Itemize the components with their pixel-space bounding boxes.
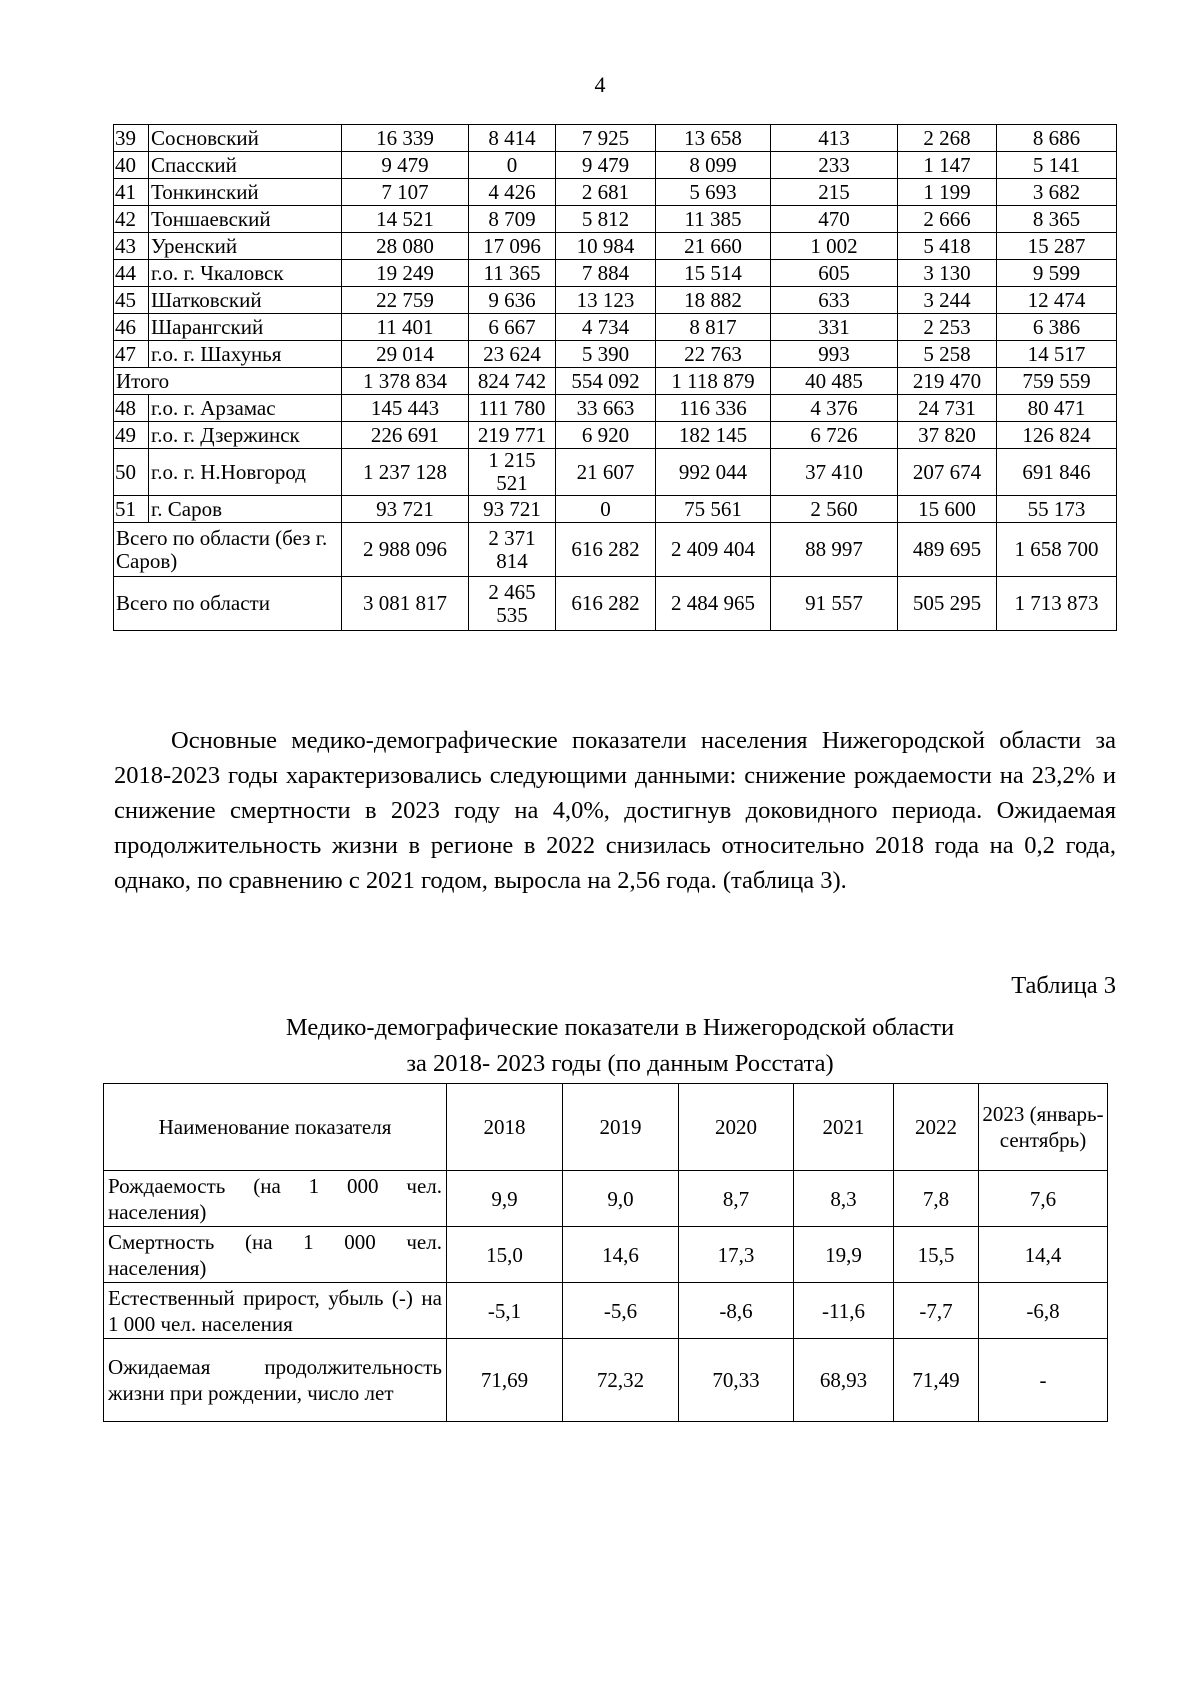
table-cell: 5 418 — [898, 233, 997, 260]
table-cell: 23 624 — [469, 341, 556, 368]
indicator-name: Ожидаемая продолжительность жизни при рождении, число лет — [104, 1339, 447, 1422]
table-cell: 6 386 — [997, 314, 1117, 341]
table-cell: 72,32 — [563, 1339, 679, 1422]
table-cell: 2 409 404 — [656, 523, 771, 577]
table-cell: 75 561 — [656, 496, 771, 523]
city-name: г.о. г. Дзержинск — [149, 422, 342, 449]
table-cell: 18 882 — [656, 287, 771, 314]
table-cell: 993 — [771, 341, 898, 368]
table-row — [104, 1283, 1108, 1339]
table-cell: 7,8 — [894, 1171, 979, 1227]
table-cell: -6,8 — [979, 1283, 1108, 1339]
district-name: Сосновский — [149, 125, 342, 152]
table-cell: 5 141 — [997, 152, 1117, 179]
table-cell: 413 — [771, 125, 898, 152]
table-cell: 3 244 — [898, 287, 997, 314]
table-cell: 7 884 — [556, 260, 656, 287]
district-name: Тонкинский — [149, 179, 342, 206]
row-number: 46 — [114, 314, 149, 341]
table-cell: 1 199 — [898, 179, 997, 206]
table-cell: -5,1 — [447, 1283, 563, 1339]
table-cell: 15 600 — [898, 496, 997, 523]
column-header: 2022 — [894, 1084, 979, 1171]
table-cell: -5,6 — [563, 1283, 679, 1339]
table-cell: 15,5 — [894, 1227, 979, 1283]
table-cell: 233 — [771, 152, 898, 179]
table-cell: 19,9 — [794, 1227, 894, 1283]
table-cell: 12 474 — [997, 287, 1117, 314]
table-cell: 182 145 — [656, 422, 771, 449]
summary-label: Всего по области — [114, 577, 342, 631]
city-name: г. Саров — [149, 496, 342, 523]
demographics-table — [103, 1083, 1108, 1422]
table-cell: 1 147 — [898, 152, 997, 179]
table-cell: 5 693 — [656, 179, 771, 206]
table-cell: 8 709 — [469, 206, 556, 233]
table-cell: 2 681 — [556, 179, 656, 206]
table3-title-line2: за 2018- 2023 годы (по данным Росстата) — [406, 1050, 834, 1077]
table3-label: Таблица 3 — [1011, 972, 1116, 999]
table-cell: 5 390 — [556, 341, 656, 368]
district-name: г.о. г. Шахунья — [149, 341, 342, 368]
table-cell: 19 249 — [342, 260, 469, 287]
table-cell: 992 044 — [656, 449, 771, 496]
table-cell: 7 107 — [342, 179, 469, 206]
row-number: 48 — [114, 395, 149, 422]
district-name: Спасский — [149, 152, 342, 179]
table-cell: 3 130 — [898, 260, 997, 287]
table-cell: 6 667 — [469, 314, 556, 341]
table-cell: 126 824 — [997, 422, 1117, 449]
table-cell: 505 295 — [898, 577, 997, 631]
table-cell: 68,93 — [794, 1339, 894, 1422]
table-cell: 2 268 — [898, 125, 997, 152]
row-number: 41 — [114, 179, 149, 206]
table-cell: 0 — [469, 152, 556, 179]
page-number: 4 — [594, 72, 606, 97]
table-cell: 2 484 965 — [656, 577, 771, 631]
table-cell: 9 479 — [556, 152, 656, 179]
table-cell: -7,7 — [894, 1283, 979, 1339]
table-cell: 71,49 — [894, 1339, 979, 1422]
table-cell: -8,6 — [679, 1283, 794, 1339]
table-cell: 9 599 — [997, 260, 1117, 287]
table-cell: 24 731 — [898, 395, 997, 422]
table-cell: 17,3 — [679, 1227, 794, 1283]
table-row — [114, 206, 1117, 233]
table-cell: 10 984 — [556, 233, 656, 260]
table-cell: 1 237 128 — [342, 449, 469, 496]
table-cell: 759 559 — [997, 368, 1117, 395]
table-cell: 207 674 — [898, 449, 997, 496]
table-cell: 8,7 — [679, 1171, 794, 1227]
table-cell: 14 521 — [342, 206, 469, 233]
table-cell: 470 — [771, 206, 898, 233]
row-number: 44 — [114, 260, 149, 287]
table-cell: 9,0 — [563, 1171, 679, 1227]
table-cell: 6 920 — [556, 422, 656, 449]
table-cell: 4 376 — [771, 395, 898, 422]
table-cell: 691 846 — [997, 449, 1117, 496]
table-row — [114, 260, 1117, 287]
table-cell: 489 695 — [898, 523, 997, 577]
city-name: г.о. г. Арзамас — [149, 395, 342, 422]
table-cell: 219 771 — [469, 422, 556, 449]
table-cell: 2 560 — [771, 496, 898, 523]
table-cell: 91 557 — [771, 577, 898, 631]
table-cell: 22 759 — [342, 287, 469, 314]
row-number: 49 — [114, 422, 149, 449]
table-cell: 6 726 — [771, 422, 898, 449]
table-cell: 9 636 — [469, 287, 556, 314]
table-cell: - — [979, 1339, 1108, 1422]
indicator-name: Рождаемость (на 1 000 чел. населения) — [104, 1171, 447, 1227]
total-label: Итого — [114, 368, 342, 395]
district-name: Шатковский — [149, 287, 342, 314]
table-header-row — [104, 1084, 1108, 1171]
row-number: 40 — [114, 152, 149, 179]
table-row — [114, 395, 1117, 422]
table-cell: 5 812 — [556, 206, 656, 233]
table-row — [114, 496, 1117, 523]
table-cell: 28 080 — [342, 233, 469, 260]
table-cell: 1 215 521 — [469, 449, 556, 496]
table-cell: 8 365 — [997, 206, 1117, 233]
table-cell: 1 002 — [771, 233, 898, 260]
summary-label: Всего по области (без г. Саров) — [114, 523, 342, 577]
table-cell: 7,6 — [979, 1171, 1108, 1227]
body-paragraph: Основные медико-демографические показатели населения Нижегородской области за 2018-2023 годы характеризовались следующими данными: снижение рождаемости на 23,2% и снижение смертности в 2023 году на 4,0%, достигнув доковидного периода. Ожидаемая продолжительность жизни в регионе в 2022 снизилась относительно 2018 года на 0,2 года, однако, по сравнению с 2021 годом, выросла на 2,56 года. (таблица 3). — [114, 727, 1116, 894]
table-cell: 37 820 — [898, 422, 997, 449]
table-cell: 88 997 — [771, 523, 898, 577]
table-cell: 17 096 — [469, 233, 556, 260]
table3-title-line1: Медико-демографические показатели в Нижегородской области — [285, 1014, 955, 1041]
table-cell: 40 485 — [771, 368, 898, 395]
row-number: 50 — [114, 449, 149, 496]
table-cell: 2 988 096 — [342, 523, 469, 577]
column-header: 2021 — [794, 1084, 894, 1171]
table-cell: 1 378 834 — [342, 368, 469, 395]
table-cell: 29 014 — [342, 341, 469, 368]
table-cell: 8 414 — [469, 125, 556, 152]
table-cell: 605 — [771, 260, 898, 287]
table-cell: 1 713 873 — [997, 577, 1117, 631]
row-number: 51 — [114, 496, 149, 523]
table-row — [114, 125, 1117, 152]
table-cell: 219 470 — [898, 368, 997, 395]
table-cell: 13 123 — [556, 287, 656, 314]
table-cell: 16 339 — [342, 125, 469, 152]
table-cell: 633 — [771, 287, 898, 314]
table-row — [114, 314, 1117, 341]
table-cell: 33 663 — [556, 395, 656, 422]
table-cell: 4 734 — [556, 314, 656, 341]
district-name: Тоншаевский — [149, 206, 342, 233]
table-cell: 9 479 — [342, 152, 469, 179]
table-cell: 5 258 — [898, 341, 997, 368]
table-cell: 0 — [556, 496, 656, 523]
table-cell: 111 780 — [469, 395, 556, 422]
table-row — [114, 287, 1117, 314]
table-cell: 145 443 — [342, 395, 469, 422]
row-number: 39 — [114, 125, 149, 152]
table-cell: 11 365 — [469, 260, 556, 287]
column-header: 2018 — [447, 1084, 563, 1171]
table-cell: 37 410 — [771, 449, 898, 496]
table-row — [114, 341, 1117, 368]
row-number: 42 — [114, 206, 149, 233]
indicator-name: Смертность (на 1 000 чел. населения) — [104, 1227, 447, 1283]
table-row — [114, 152, 1117, 179]
table-cell: 226 691 — [342, 422, 469, 449]
table-cell: 824 742 — [469, 368, 556, 395]
total-row — [114, 368, 1117, 395]
table-cell: 3 081 817 — [342, 577, 469, 631]
district-name: Уренский — [149, 233, 342, 260]
summary-row — [114, 523, 1117, 577]
table-cell: 116 336 — [656, 395, 771, 422]
table-cell: 80 471 — [997, 395, 1117, 422]
table-cell: 215 — [771, 179, 898, 206]
table-cell: 1 658 700 — [997, 523, 1117, 577]
table-cell: 21 660 — [656, 233, 771, 260]
row-number: 43 — [114, 233, 149, 260]
table-cell: 11 401 — [342, 314, 469, 341]
table-row — [114, 179, 1117, 206]
table-cell: 1 118 879 — [656, 368, 771, 395]
table-cell: 93 721 — [469, 496, 556, 523]
table-cell: -11,6 — [794, 1283, 894, 1339]
table-cell: 616 282 — [556, 577, 656, 631]
table-cell: 14 517 — [997, 341, 1117, 368]
table-row — [104, 1339, 1108, 1422]
table-cell: 22 763 — [656, 341, 771, 368]
table-cell: 14,6 — [563, 1227, 679, 1283]
table-cell: 4 426 — [469, 179, 556, 206]
district-name: Шарангский — [149, 314, 342, 341]
indicator-name: Естественный прирост, убыль (-) на 1 000 чел. населения — [104, 1283, 447, 1339]
table-cell: 2 371 814 — [469, 523, 556, 577]
table-cell: 8,3 — [794, 1171, 894, 1227]
table-cell: 9,9 — [447, 1171, 563, 1227]
table-cell: 70,33 — [679, 1339, 794, 1422]
column-header: 2020 — [679, 1084, 794, 1171]
table-cell: 8 099 — [656, 152, 771, 179]
table3-title — [0, 1010, 1200, 1082]
table-cell: 2 666 — [898, 206, 997, 233]
districts-table — [113, 124, 1117, 631]
table-cell: 8 817 — [656, 314, 771, 341]
table-cell: 554 092 — [556, 368, 656, 395]
table-cell: 13 658 — [656, 125, 771, 152]
table-cell: 7 925 — [556, 125, 656, 152]
table-cell: 14,4 — [979, 1227, 1108, 1283]
table-cell: 2 465 535 — [469, 577, 556, 631]
table-row — [114, 233, 1117, 260]
summary-row — [114, 577, 1117, 631]
table-cell: 15 287 — [997, 233, 1117, 260]
table-row — [114, 422, 1117, 449]
table-cell: 331 — [771, 314, 898, 341]
table-row — [104, 1227, 1108, 1283]
table-cell: 616 282 — [556, 523, 656, 577]
row-number: 47 — [114, 341, 149, 368]
table-cell: 71,69 — [447, 1339, 563, 1422]
column-header: 2019 — [563, 1084, 679, 1171]
table-cell: 15,0 — [447, 1227, 563, 1283]
column-header: Наименование показателя — [104, 1084, 447, 1171]
table-cell: 55 173 — [997, 496, 1117, 523]
table-cell: 8 686 — [997, 125, 1117, 152]
table-cell: 3 682 — [997, 179, 1117, 206]
table-row — [114, 449, 1117, 496]
district-name: г.о. г. Чкаловск — [149, 260, 342, 287]
table-cell: 93 721 — [342, 496, 469, 523]
table-row — [104, 1171, 1108, 1227]
table-cell: 2 253 — [898, 314, 997, 341]
table-cell: 21 607 — [556, 449, 656, 496]
city-name: г.о. г. Н.Новгород — [149, 449, 342, 496]
table-cell: 11 385 — [656, 206, 771, 233]
row-number: 45 — [114, 287, 149, 314]
column-header: 2023 (январь-сентябрь) — [979, 1084, 1108, 1171]
table-cell: 15 514 — [656, 260, 771, 287]
